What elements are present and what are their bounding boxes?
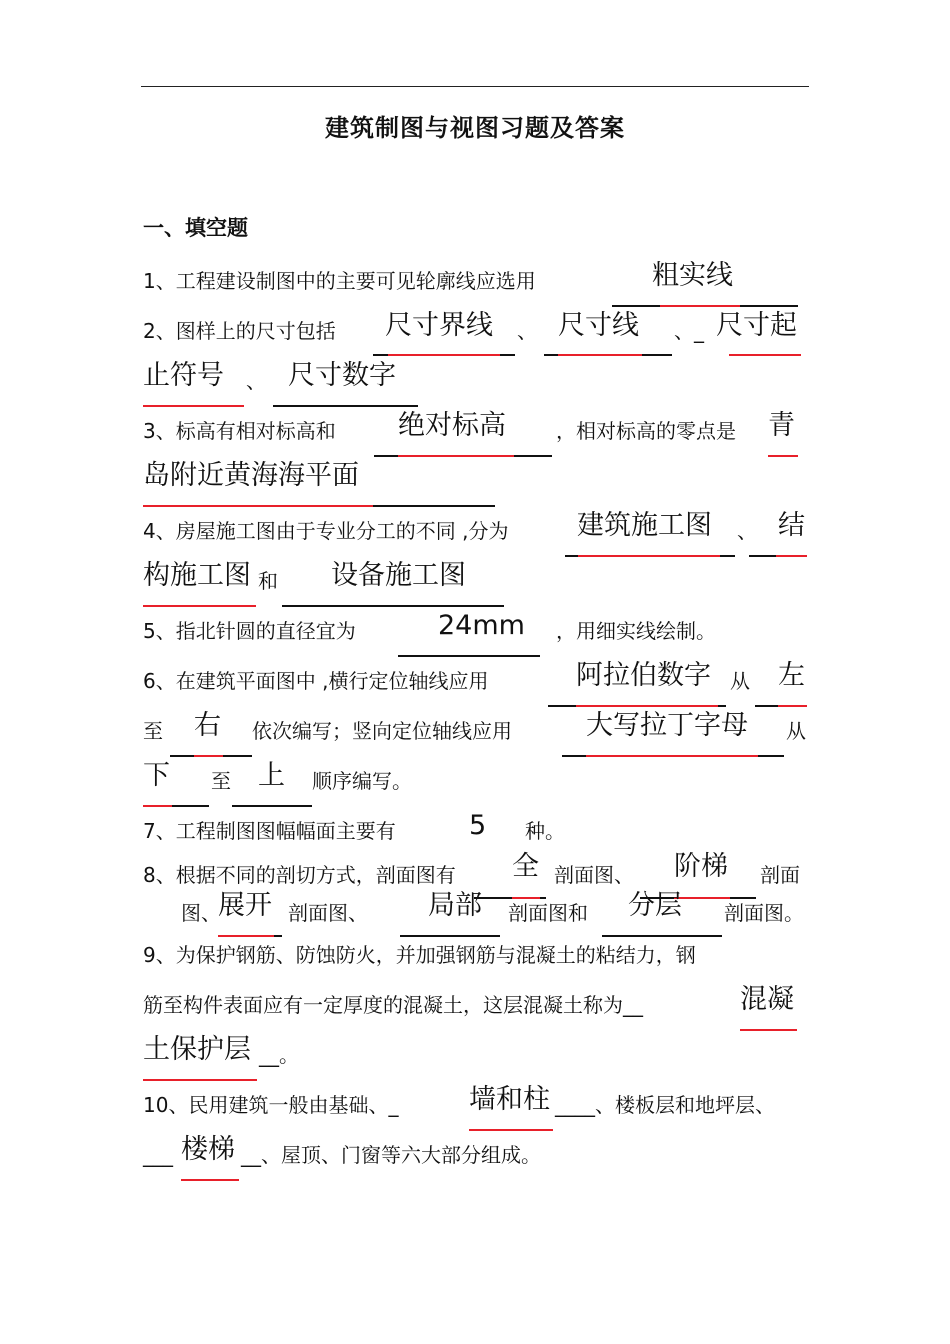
q8-text: 8、根据不同的剖切方式，剖面图有 [143, 863, 456, 887]
q8-blank-line-4 [400, 935, 500, 937]
q4-answer-mark-2b [143, 605, 256, 607]
q8-text-6: 剖面图。 [724, 901, 804, 925]
q7-tail: 种。 [525, 819, 565, 843]
q4-sep-1: 、 [737, 519, 757, 543]
q6-text: 6、在建筑平面图中 ,横行定位轴线应用 [143, 669, 489, 693]
q2-answer-mark-3a [729, 354, 801, 356]
q2-answer-mark-1 [388, 354, 500, 356]
q1-answer: 粗实线 [652, 260, 733, 291]
q10-answer-mark-1 [469, 1129, 553, 1131]
q2-answer-mark-2 [558, 354, 642, 356]
q8-answer-3: 展开 [218, 890, 272, 921]
header-rule [141, 86, 809, 87]
q4-answer-2b: 构施工图 [143, 560, 251, 591]
q8-text-3: 图、 [181, 901, 221, 925]
q8-answer-4: 局部 [428, 890, 482, 921]
q4-answer-mark-1 [578, 555, 720, 557]
q8-answer-5: 分层 [628, 890, 682, 921]
q1-answer-mark [660, 305, 740, 307]
q8-answer-mark-3 [218, 935, 274, 937]
q2-answer-4: 尺寸数字 [288, 360, 396, 391]
q9-answer-1b: 土保护层 [143, 1034, 251, 1065]
q6-answer-mark-4 [586, 755, 758, 757]
q2-answer-2: 尺寸线 [558, 310, 639, 341]
q10-text: 10、民用建筑一般由基础、_ [143, 1093, 399, 1117]
q7-text: 7、工程制图图幅幅面主要有 [143, 819, 396, 843]
q6-answer-2: 左 [778, 660, 805, 691]
q9-line-1: 9、为保护钢筋、防蚀防火，并加强钢筋与混凝土的粘结力，钢 [143, 943, 696, 967]
q2-blank-line-4 [273, 405, 418, 407]
q2-answer-mark-3b [143, 405, 244, 407]
q3-answer-2b: 岛附近黄海海平面 [143, 460, 359, 491]
q10-answer-2: 楼梯 [181, 1134, 235, 1165]
q5-blank-line [398, 655, 540, 657]
q6-from-1: 从 [730, 669, 750, 693]
q9-answer-mark-1a [740, 1029, 797, 1031]
q6-answer-mark-1 [576, 705, 718, 707]
q6-blank-line-6 [232, 805, 312, 807]
q6-answer-5: 下 [143, 760, 170, 791]
q2-answer-1: 尺寸界线 [385, 310, 493, 341]
q6-answer-mark-3 [194, 755, 223, 757]
q3-answer-2a: 青 [768, 410, 795, 441]
q2-sep-3: 、 [246, 369, 266, 393]
q9-line-2: 筋至构件表面应有一定厚度的混凝土，这层混凝土称为__ [143, 993, 643, 1017]
q4-and: 和 [258, 569, 278, 593]
q6-answer-6: 上 [258, 760, 285, 791]
q10-prefix-2: ___ [143, 1143, 173, 1167]
q6-answer-mark-2 [778, 705, 807, 707]
q6-tail: 顺序编写。 [312, 769, 412, 793]
q9-answer-1a: 混凝 [740, 984, 794, 1015]
q6-answer-mark-5 [143, 805, 172, 807]
q10-mid-text: ____、楼板层和地坪层、 [555, 1093, 775, 1117]
q6-to-1: 至 [143, 719, 163, 743]
q8-blank-line-5 [602, 935, 722, 937]
q3-answer-1: 绝对标高 [398, 410, 506, 441]
q8-answer-1: 全 [512, 851, 539, 882]
q6-answer-4: 大写拉丁字母 [586, 710, 748, 741]
q10-answer-1: 墙和柱 [469, 1084, 550, 1115]
q4-text: 4、房屋施工图由于专业分工的不同 ,分为 [143, 519, 509, 543]
q8-text-4: 剖面图、 [288, 901, 368, 925]
q9-answer-mark-1b [143, 1079, 257, 1081]
q6-to-2: 至 [211, 769, 231, 793]
q8-text-1: 剖面图、 [554, 863, 634, 887]
q8-text-5: 剖面图和 [508, 901, 588, 925]
q2-sep-2: 、_ [674, 319, 704, 343]
q6-from-2: 从 [786, 719, 806, 743]
q4-answer-3: 设备施工图 [331, 560, 466, 591]
q4-blank-line-3 [282, 605, 504, 607]
q7-answer: 5 [469, 810, 487, 841]
section-heading: 一、填空题 [143, 216, 248, 240]
q4-answer-1: 建筑施工图 [577, 510, 712, 541]
q10-tail: __、屋顶、门窗等六大部分组成。 [241, 1143, 541, 1167]
q6-answer-3: 右 [194, 710, 221, 741]
q4-answer-mark-2a [776, 555, 807, 557]
q4-answer-2a: 结 [778, 510, 805, 541]
q9-tail: __。 [259, 1043, 299, 1067]
q2-answer-3a: 尺寸起 [716, 310, 797, 341]
q3-answer-mark-1 [398, 455, 514, 457]
q5-answer: 24mm [438, 610, 525, 641]
q3-mid-text: ，相对标高的零点是 [556, 419, 736, 443]
q6-answer-1: 阿拉伯数字 [576, 660, 711, 691]
q5-tail: ，用细实线绘制。 [556, 619, 716, 643]
q10-answer-mark-2 [181, 1179, 239, 1181]
q2-text: 2、图样上的尺寸包括 [143, 319, 336, 343]
q8-answer-mark-1 [512, 897, 540, 899]
q3-text: 3、标高有相对标高和 [143, 419, 336, 443]
page-title: 建筑制图与视图习题及答案 [325, 114, 625, 142]
q3-answer-mark-2b [143, 505, 373, 507]
q6-mid-text: 依次编写；竖向定位轴线应用 [252, 719, 512, 743]
q1-text: 1、工程建设制图中的主要可见轮廓线应选用 [143, 269, 536, 293]
q5-text: 5、指北针圆的直径宜为 [143, 619, 356, 643]
q3-answer-mark-2a [768, 455, 798, 457]
q8-text-2: 剖面 [760, 863, 800, 887]
q2-sep-1: 、 [517, 319, 537, 343]
q8-answer-mark-2 [674, 897, 730, 899]
q8-answer-2: 阶梯 [674, 851, 728, 882]
q2-answer-3b: 止符号 [143, 360, 224, 391]
